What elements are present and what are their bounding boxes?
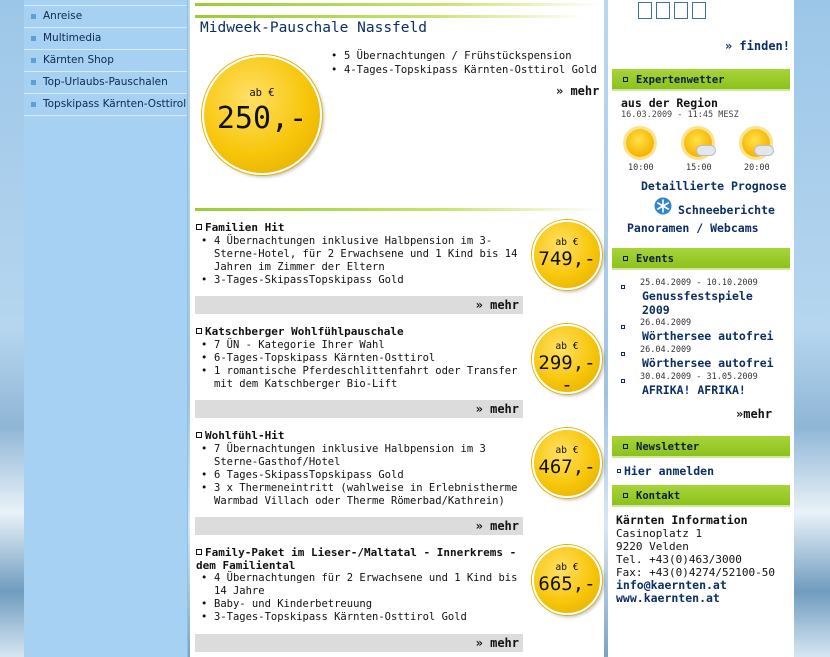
divider-line	[195, 208, 601, 211]
main-content	[190, 0, 604, 657]
list-item: • 6 Tages-SkipassTopskipass Gold	[198, 469, 518, 482]
find-link[interactable]: » finden!	[724, 39, 790, 53]
price-prefix: ab €	[555, 341, 579, 352]
list-item: • 4 Übernachtungen für 2 Erwachsene und 1 Kind bis 14 Jahre	[198, 572, 518, 598]
contact-phone: Tel. +43(0)463/3000	[616, 553, 742, 566]
offer-more-link[interactable]: » mehr	[475, 298, 519, 312]
contact-org: Kärnten Information	[616, 513, 748, 527]
offer-more-bar	[195, 400, 523, 418]
offer-title[interactable]: Familien Hit	[196, 221, 284, 234]
price-value: 665,-	[538, 573, 596, 595]
cloud-icon	[696, 145, 716, 156]
featured-more-link[interactable]: » mehr	[556, 84, 600, 98]
price-prefix: ab €	[555, 445, 579, 456]
sidebar-item-label: Topskipass Kärnten-Osttirol	[43, 98, 187, 110]
list-item: • 3 x Thermeneintritt (wahlweise in Erlebnistherme Warmbad Villach oder Therme Römerbad/Kathrein)	[198, 482, 518, 508]
list-item: • 4-Tages-Topskipass Kärnten-Osttirol Gold	[328, 63, 597, 77]
list-item: • 7 Übernachtungen inklusive Halbpension im 3 Sterne-Gasthof/Hotel	[198, 443, 518, 469]
offer-title[interactable]: Family-Paket im Lieser-/Maltatal - Innerkrems - dem Familiental	[196, 546, 517, 572]
offer-price-badge	[532, 324, 602, 394]
event-date: 26.04.2009	[640, 318, 692, 328]
list-item: • 5 Übernachtungen / Frühstückspension	[328, 49, 597, 63]
list-item: • 7 ÜN - Kategorie Ihrer Wahl	[198, 339, 518, 352]
offer-price-badge	[532, 428, 602, 498]
bullet-icon	[31, 102, 36, 107]
offer-more-link[interactable]: » mehr	[475, 402, 519, 416]
square-bullet-icon	[196, 328, 202, 334]
price-prefix: ab €	[555, 237, 579, 248]
divider-line	[195, 3, 601, 6]
list-item: • 3-Tages-Topskipass Kärnten-Osttirol Gold	[198, 611, 518, 624]
square-bullet-icon	[196, 432, 202, 438]
search-box-char[interactable]	[692, 2, 706, 19]
snow-report-link[interactable]: Schneeberichte	[678, 203, 775, 217]
featured-title[interactable]: Midweek-Pauschale Nassfeld	[200, 20, 427, 36]
event-title[interactable]: Wörthersee autofrei	[642, 329, 774, 343]
offer-price-badge	[532, 220, 602, 290]
square-bullet-icon	[621, 379, 625, 383]
square-bullet-icon	[623, 256, 628, 261]
offer-bullets	[198, 443, 518, 508]
contact-street: Casinoplatz 1	[616, 527, 703, 540]
sunny-icon	[626, 129, 654, 157]
panorama-webcam-link[interactable]: Panoramen / Webcams	[627, 221, 759, 235]
event-date: 25.04.2009 - 10.10.2009	[640, 278, 758, 288]
offer-more-bar	[195, 634, 523, 652]
sidebar-item-multimedia[interactable]	[24, 28, 187, 50]
weather-time: 10:00	[628, 163, 654, 173]
search-box-char[interactable]	[656, 2, 670, 19]
square-bullet-icon	[621, 352, 625, 356]
search-box-char[interactable]	[638, 2, 652, 19]
sidebar-item-pauschalen[interactable]	[24, 72, 187, 94]
price-value: 467,-	[538, 456, 596, 478]
background-right	[794, 0, 830, 657]
event-date: 26.04.2009	[640, 345, 692, 355]
contact-web-link[interactable]: www.kaernten.at	[616, 591, 720, 605]
weather-time: 15:00	[686, 163, 712, 173]
price-prefix: ab €	[555, 562, 579, 573]
square-bullet-icon	[623, 493, 628, 498]
detailed-forecast-link[interactable]: Detaillierte Prognose	[641, 179, 787, 193]
offer-more-bar	[195, 517, 523, 535]
square-bullet-icon	[623, 444, 628, 449]
events-header: Events	[612, 248, 790, 270]
square-bullet-icon	[621, 285, 625, 289]
event-title[interactable]: Genussfestspiele 2009	[642, 289, 753, 317]
contact-fax: Fax: +43(0)4274/52100-50	[616, 566, 775, 579]
bullet-icon	[31, 36, 36, 41]
sidebar-item-label: Multimedia	[43, 32, 102, 44]
offer-title[interactable]: Katschberger Wohlfühlpauschale	[196, 325, 404, 338]
sidebar-item-topskipass[interactable]	[24, 94, 187, 116]
newsletter-signup-link[interactable]: Hier anmelden	[624, 464, 715, 478]
price-value: 299,--	[538, 352, 596, 396]
event-date: 30.04.2009 - 31.05.2009	[640, 372, 758, 382]
contact-city: 9220 Velden	[616, 540, 689, 553]
event-title[interactable]: AFRIKA! AFRIKA!	[642, 383, 746, 397]
bullet-icon	[31, 14, 36, 19]
right-sidebar	[608, 0, 794, 657]
list-item: • Baby- und Kinderbetreuung	[198, 598, 518, 611]
offer-bullets	[198, 572, 518, 624]
sidebar-item-label: Kärnten Shop	[43, 54, 114, 66]
featured-bullets	[328, 49, 597, 77]
contact-header: Kontakt	[612, 485, 790, 507]
square-bullet-icon	[196, 549, 202, 555]
divider-line	[195, 15, 585, 18]
offer-more-link[interactable]: » mehr	[475, 636, 519, 650]
weather-timestamp: 16.03.2009 - 11:45 MESZ	[621, 110, 739, 120]
square-bullet-icon	[623, 77, 628, 82]
sidebar-item-anreise[interactable]	[24, 6, 187, 28]
left-navigation	[24, 0, 188, 657]
offer-bullets	[198, 235, 518, 287]
cloud-icon	[754, 145, 774, 156]
price-prefix: ab €	[249, 87, 275, 99]
list-item: • 1 romantische Pferdeschlittenfahrt oder Transfer mit dem Katschberger Bio-Lift	[198, 365, 518, 391]
event-title[interactable]: Wörthersee autofrei	[642, 356, 774, 370]
offer-price-badge	[532, 545, 602, 615]
square-bullet-icon	[621, 325, 625, 329]
sidebar-item-label: Top-Urlaubs-Pauschalen	[43, 76, 168, 88]
contact-email-link[interactable]: info@kaernten.at	[616, 578, 727, 592]
offer-title[interactable]: Wohlfühl-Hit	[196, 429, 284, 442]
list-item: • 4 Übernachtungen inklusive Halbpension im 3-Sterne-Hotel, für 2 Erwachsene und 1 Kind bis 14 Jahren im Zimmer der Eltern	[198, 235, 518, 274]
offer-bullets	[198, 339, 518, 391]
sidebar-item-label: Anreise	[43, 10, 83, 22]
offer-more-bar	[195, 296, 523, 314]
square-bullet-icon	[196, 224, 202, 230]
sidebar-item-shop[interactable]	[24, 50, 187, 72]
square-bullet-icon	[617, 469, 621, 473]
featured-price-badge	[202, 55, 322, 175]
newsletter-header: Newsletter	[612, 436, 790, 458]
bullet-icon	[31, 58, 36, 63]
price-value: 250,-	[216, 101, 308, 136]
background-left	[0, 0, 24, 657]
price-value: 749,-	[538, 248, 596, 270]
search-box-char[interactable]	[674, 2, 688, 19]
bullet-icon	[31, 80, 36, 85]
list-item: • 6-Tages-Topskipass Kärnten-Osttirol	[198, 352, 518, 365]
events-more-link[interactable]: »mehr	[736, 407, 773, 421]
list-item: • 3-Tages-SkipassTopskipass Gold	[198, 274, 518, 287]
weather-region: aus der Region	[621, 96, 718, 110]
weather-time: 20:00	[744, 163, 770, 173]
snowflake-icon	[654, 197, 672, 215]
offer-more-link[interactable]: » mehr	[475, 519, 519, 533]
weather-header: Expertenwetter	[612, 69, 790, 91]
